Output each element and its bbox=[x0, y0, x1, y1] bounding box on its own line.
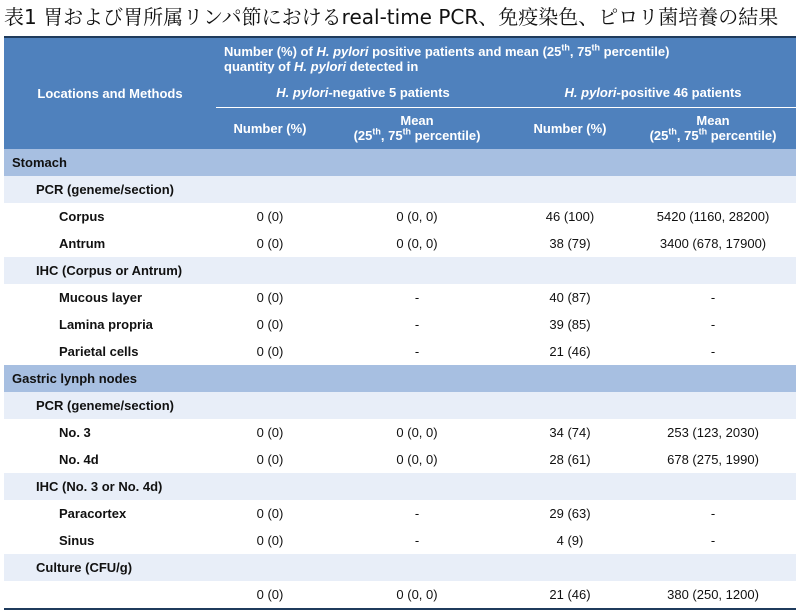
cell-pos-mean bbox=[630, 176, 796, 203]
cell-pos-num bbox=[510, 392, 630, 419]
cell-pos-mean: - bbox=[630, 338, 796, 365]
cell-neg-mean: - bbox=[324, 284, 510, 311]
cell-pos-num: 29 (63) bbox=[510, 500, 630, 527]
results-table bbox=[4, 36, 796, 610]
cell-pos-mean bbox=[630, 365, 796, 392]
cell-neg-num: 0 (0) bbox=[216, 500, 324, 527]
cell-pos-mean bbox=[630, 473, 796, 500]
table-row bbox=[4, 527, 796, 554]
row-label: Corpus bbox=[4, 203, 216, 230]
row-label: No. 3 bbox=[4, 419, 216, 446]
header-neg-number: Number (%) bbox=[216, 107, 324, 149]
table-row bbox=[4, 311, 796, 338]
header-positive-group: H. pylori-positive 46 patients bbox=[510, 79, 796, 107]
table-row bbox=[4, 284, 796, 311]
cell-pos-num bbox=[510, 176, 630, 203]
cell-neg-mean: 0 (0, 0) bbox=[324, 581, 510, 609]
table-row bbox=[4, 203, 796, 230]
cell-neg-mean bbox=[324, 149, 510, 176]
cell-neg-mean: - bbox=[324, 500, 510, 527]
cell-neg-num: 0 (0) bbox=[216, 446, 324, 473]
table-row bbox=[4, 338, 796, 365]
cell-pos-mean: - bbox=[630, 311, 796, 338]
row-label: PCR (geneme/section) bbox=[4, 176, 216, 203]
table-row bbox=[4, 419, 796, 446]
cell-neg-mean: - bbox=[324, 338, 510, 365]
table-row bbox=[4, 581, 796, 609]
header-pos-number: Number (%) bbox=[510, 107, 630, 149]
cell-pos-mean: - bbox=[630, 500, 796, 527]
cell-pos-num: 21 (46) bbox=[510, 581, 630, 609]
cell-pos-mean: 3400 (678, 17900) bbox=[630, 230, 796, 257]
cell-neg-num bbox=[216, 554, 324, 581]
cell-neg-num: 0 (0) bbox=[216, 284, 324, 311]
cell-neg-num bbox=[216, 473, 324, 500]
cell-neg-mean bbox=[324, 176, 510, 203]
header-negative-group: H. pylori-negative 5 patients bbox=[216, 79, 510, 107]
cell-pos-num: 46 (100) bbox=[510, 203, 630, 230]
cell-pos-mean: 678 (275, 1990) bbox=[630, 446, 796, 473]
row-label: No. 4d bbox=[4, 446, 216, 473]
cell-neg-num: 0 (0) bbox=[216, 581, 324, 609]
table-row bbox=[4, 230, 796, 257]
cell-neg-num: 0 (0) bbox=[216, 203, 324, 230]
row-label: Stomach bbox=[4, 149, 216, 176]
cell-pos-mean: - bbox=[630, 284, 796, 311]
cell-neg-mean bbox=[324, 365, 510, 392]
cell-pos-mean: - bbox=[630, 527, 796, 554]
table-row bbox=[4, 446, 796, 473]
cell-neg-mean: 0 (0, 0) bbox=[324, 419, 510, 446]
cell-neg-num: 0 (0) bbox=[216, 419, 324, 446]
cell-pos-num bbox=[510, 257, 630, 284]
cell-pos-num: 38 (79) bbox=[510, 230, 630, 257]
cell-neg-mean bbox=[324, 392, 510, 419]
section-row bbox=[4, 365, 796, 392]
cell-neg-mean: - bbox=[324, 311, 510, 338]
cell-pos-num bbox=[510, 554, 630, 581]
row-label: IHC (No. 3 or No. 4d) bbox=[4, 473, 216, 500]
cell-pos-mean: 380 (250, 1200) bbox=[630, 581, 796, 609]
cell-neg-num bbox=[216, 392, 324, 419]
cell-pos-mean bbox=[630, 149, 796, 176]
cell-neg-mean bbox=[324, 473, 510, 500]
cell-pos-num: 28 (61) bbox=[510, 446, 630, 473]
row-label: Culture (CFU/g) bbox=[4, 554, 216, 581]
cell-neg-num: 0 (0) bbox=[216, 338, 324, 365]
cell-pos-num bbox=[510, 149, 630, 176]
header-locations: Locations and Methods bbox=[4, 37, 216, 149]
table-body bbox=[4, 149, 796, 609]
cell-neg-num bbox=[216, 176, 324, 203]
cell-pos-num bbox=[510, 473, 630, 500]
table-row bbox=[4, 500, 796, 527]
table-title: 表1 胃および胃所属リンパ節におけるreal-time PCR、免疫染色、ピロリ菌培養の結果 bbox=[4, 5, 779, 29]
cell-neg-num: 0 (0) bbox=[216, 527, 324, 554]
cell-pos-mean bbox=[630, 554, 796, 581]
cell-neg-num bbox=[216, 365, 324, 392]
header-neg-mean: Mean (25th, 75th percentile) bbox=[324, 107, 510, 149]
row-label: IHC (Corpus or Antrum) bbox=[4, 257, 216, 284]
subsection-row bbox=[4, 257, 796, 284]
cell-pos-mean bbox=[630, 392, 796, 419]
subsection-row bbox=[4, 176, 796, 203]
subsection-row bbox=[4, 392, 796, 419]
cell-pos-mean: 5420 (1160, 28200) bbox=[630, 203, 796, 230]
cell-pos-num: 34 (74) bbox=[510, 419, 630, 446]
row-label: Sinus bbox=[4, 527, 216, 554]
cell-neg-num: 0 (0) bbox=[216, 230, 324, 257]
cell-pos-num: 4 (9) bbox=[510, 527, 630, 554]
cell-pos-mean bbox=[630, 257, 796, 284]
cell-pos-num: 39 (85) bbox=[510, 311, 630, 338]
cell-neg-mean: 0 (0, 0) bbox=[324, 203, 510, 230]
row-label bbox=[4, 581, 216, 609]
header-group: Number (%) of H. pylori positive patients and mean (25th, 75th percentile) quantity of H. pylori detected in bbox=[216, 37, 796, 79]
subsection-row bbox=[4, 554, 796, 581]
row-label: PCR (geneme/section) bbox=[4, 392, 216, 419]
cell-neg-num: 0 (0) bbox=[216, 311, 324, 338]
subsection-row bbox=[4, 473, 796, 500]
row-label: Gastric lynph nodes bbox=[4, 365, 216, 392]
header-pos-mean: Mean (25th, 75th percentile) bbox=[630, 107, 796, 149]
cell-pos-num: 21 (46) bbox=[510, 338, 630, 365]
cell-neg-mean: 0 (0, 0) bbox=[324, 230, 510, 257]
section-row bbox=[4, 149, 796, 176]
row-label: Antrum bbox=[4, 230, 216, 257]
cell-neg-mean bbox=[324, 257, 510, 284]
cell-neg-num bbox=[216, 257, 324, 284]
row-label: Parietal cells bbox=[4, 338, 216, 365]
cell-pos-num: 40 (87) bbox=[510, 284, 630, 311]
cell-pos-mean: 253 (123, 2030) bbox=[630, 419, 796, 446]
cell-pos-num bbox=[510, 365, 630, 392]
cell-neg-mean: 0 (0, 0) bbox=[324, 446, 510, 473]
row-label: Mucous layer bbox=[4, 284, 216, 311]
cell-neg-mean: - bbox=[324, 527, 510, 554]
row-label: Lamina propria bbox=[4, 311, 216, 338]
cell-neg-num bbox=[216, 149, 324, 176]
row-label: Paracortex bbox=[4, 500, 216, 527]
cell-neg-mean bbox=[324, 554, 510, 581]
